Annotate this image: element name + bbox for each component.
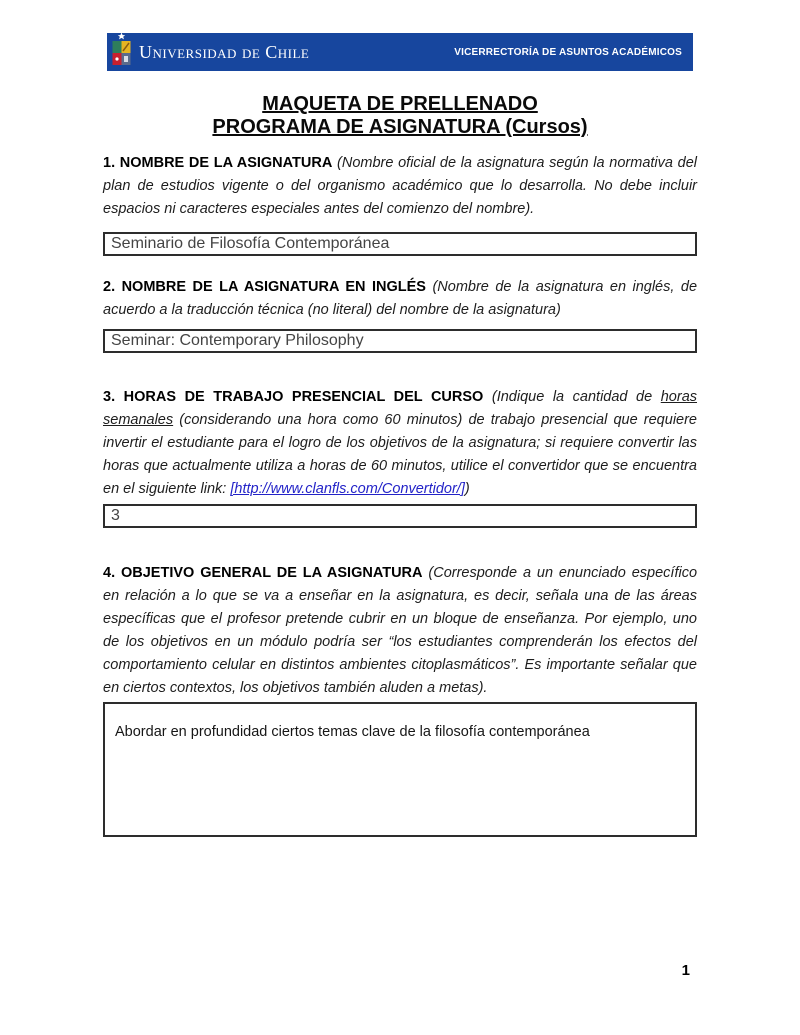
header-banner xyxy=(107,33,693,71)
field-nombre-ingles[interactable] xyxy=(103,329,697,353)
universidad-de-chile-logo-icon xyxy=(111,32,132,72)
field-nombre-asignatura-value: Seminario de Filosofía Contemporánea xyxy=(111,235,390,252)
field-nombre-asignatura[interactable] xyxy=(103,232,697,256)
section-3-desc-part1: (Indique la cantidad de xyxy=(491,389,661,405)
section-3-heading xyxy=(103,386,697,501)
horas-semanales-underlined: horas semanales xyxy=(103,389,698,428)
section-2-heading xyxy=(103,276,697,322)
page-number: 1 xyxy=(681,962,690,979)
field-objetivo-general[interactable] xyxy=(103,702,697,837)
section-3-label: 3. HORAS DE TRABAJO PRESENCIAL DEL CURSO xyxy=(103,389,484,405)
section-4-description: (Corresponde a un enunciado específico en relación a lo que se va a enseñar en la asignatura, es decir, señala una de las áreas específicas que el profesor pretende cubrir en un bloque de enseñanza. Por ejemplo, uno de los objetivos en un módulo podría ser “los estudiantes comprenderán los efectos del comportamiento celular en distintos ambientes citoplasmáticos”. Es importante señalar que en ciertos contextos, los objetivos también aluden a metas). xyxy=(103,565,698,696)
section-2-description: (Nombre de la asignatura en inglés, de acuerdo a la traducción técnica (no literal) del nombre de la asignatura) xyxy=(103,279,698,318)
field-nombre-ingles-value: Seminar: Contemporary Philosophy xyxy=(111,332,364,349)
section-3-description xyxy=(103,389,697,497)
title-line-2: PROGRAMA DE ASIGNATURA (Cursos) xyxy=(212,116,588,138)
section-2-label: 2. NOMBRE DE LA ASIGNATURA EN INGLÉS xyxy=(103,279,426,295)
section-3-desc-part2: (considerando una hora como 60 minutos) de trabajo presencial que requiere invertir el estudiante para el logro de los objetivos de la asignatura; si requiere convertir las horas que actualmente utiliza a horas de 60 minutos, utilice el convertidor que se encuentra en el siguiente link: xyxy=(103,412,697,497)
section-1-heading xyxy=(103,152,697,221)
section-1-description: (Nombre oficial de la asignatura según la normativa del plan de estudios vigente o del organismo académico que lo desarrolla. No debe incluir espacios ni caracteres especiales antes del comienzo del nombre). xyxy=(103,155,697,217)
section-4-heading xyxy=(103,562,697,700)
field-horas-presenciales[interactable] xyxy=(103,504,697,528)
section-3-desc-part3: ) xyxy=(464,481,470,497)
convertidor-link[interactable]: [http://www.clanfls.com/Convertidor/] xyxy=(230,481,465,497)
document-title xyxy=(103,93,697,139)
university-brand xyxy=(111,32,309,72)
section-1-label: 1. NOMBRE DE LA ASIGNATURA xyxy=(103,155,333,171)
university-name: Universidad de Chile xyxy=(139,41,310,62)
field-objetivo-general-value: Abordar en profundidad ciertos temas clave de la filosofía contemporánea xyxy=(115,724,590,740)
section-4-label: 4. OBJETIVO GENERAL DE LA ASIGNATURA xyxy=(103,565,423,581)
title-line-1: MAQUETA DE PRELLENADO xyxy=(262,93,538,115)
vicerrectoria-label: VICERRECTORÍA DE ASUNTOS ACADÉMICOS xyxy=(454,46,682,58)
field-horas-presenciales-value: 3 xyxy=(111,507,120,524)
